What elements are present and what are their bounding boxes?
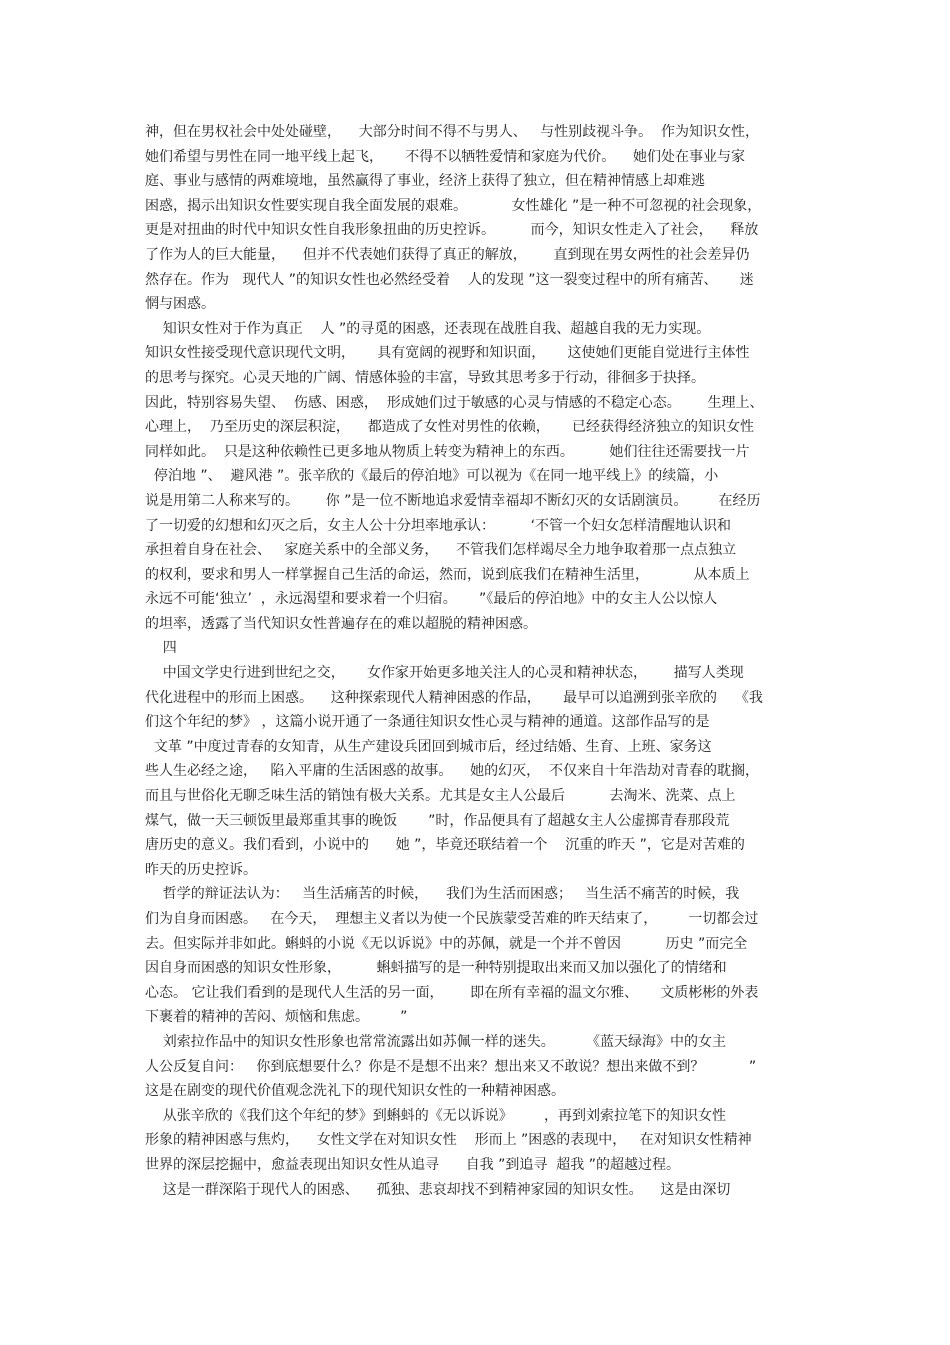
text-line: 从张辛欣的《我们这个年纪的梦》到蝌蚪的《无以诉说》 ，再到刘索拉笔下的知识女性 (145, 1107, 726, 1124)
text-line: 哲学的辩证法认为： 当生活痛苦的时候， 我们为生活而困惑； 当生活不痛苦的时候，我 (145, 886, 740, 903)
text-line: 更是对扭曲的时代中知识女性自我形象扭曲的历史控诉。 而今，知识女性走入了社会， 释放 (145, 222, 759, 239)
text-line: 的权利，要求和男人一样掌握自己生活的命运，然而，说到底我们在精神生活里， 从本质上 (145, 566, 750, 583)
text-line: 去。但实际并非如此。蝌蚪的小说《无以诉说》中的苏佩，就是一个并不曾因 历史 ”而完全 (145, 935, 748, 952)
text-line: 们这个年纪的梦》 ，这篇小说开通了一条通往知识女性心灵与精神的通道。这部作品写的是 (145, 714, 710, 731)
text-line: 因自身而困惑的知识女性形象， 蝌蚪描写的是一种特别提取出来而又加以强化了的情绪和 (145, 960, 727, 977)
text-line: 同样如此。 只是这种依赖性已更多地从物质上转变为精神上的东西。 她们往往还需要找一片 (145, 443, 750, 460)
text-line: 而且与世俗化无聊乏味生活的销蚀有极大关系。尤其是女主人公最后 去淘米、洗菜、点上 (145, 788, 736, 805)
text-line: 了一切爱的幻想和幻灭之后，女主人公十分坦率地承认： ‘不管一个妇女怎样清醒地认识和 (145, 517, 732, 534)
text-line: 中国文学史行进到世纪之交， 女作家开始更多地关注人的心灵和精神状态， 描写人类现 (145, 665, 744, 682)
text-line: 文革 ”中度过青春的女知青，从生产建设兵团回到城市后，经过结婚、生育、上班、家务这 (145, 738, 712, 755)
text-line: 的坦率，透露了当代知识女性普遍存在的难以超脱的精神困惑。 (145, 615, 537, 632)
text-line: 了作为人的巨大能量， 但并不代表她们获得了真正的解放， 直到现在男女两性的社会差异仍 (145, 246, 750, 263)
text-line: 承担着自身在社会、 家庭关系中的全部义务， 不管我们怎样竭尽全力地争取着那一点点独立 (145, 542, 737, 559)
text-line: 下裹着的精神的苦闷、烦恼和焦虑。 ” (145, 1009, 408, 1026)
text-line: 人公反复自问： 你到底想要什么？你是不是想不出来？想出来又不敢说？想出来做不到？ ” (145, 1058, 757, 1075)
text-line: 然存在。作为 现代人 ”的知识女性也必然经受着 人的发现 ”这一裂变过程中的所有痛苦、 迷 (145, 271, 754, 288)
text-line: 庭、事业与感情的两难境地，虽然赢得了事业，经济上获得了独立，但在精神情感上却难逃 (145, 173, 705, 190)
text-line: 刘索拉作品中的知识女性形象也常常流露出如苏佩一样的迷失。 《蓝天绿海》中的女主 (145, 1033, 726, 1050)
body-text (145, 120, 810, 1202)
text-line: 知识女性接受现代意识现代文明， 具有宽阔的视野和知识面， 这使她们更能自觉进行主体性 (145, 345, 750, 362)
text-line: 停泊地 ”、 避风港 ”。张辛欣的《最后的停泊地》可以视为《在同一地平线上》的续篇，小 (145, 468, 719, 485)
text-line: 惘与困惑。 (145, 296, 215, 313)
text-line: 知识女性对于作为真正 人 ”的寻觅的困惑，还表现在战胜自我、超越自我的无力实现。 (145, 320, 711, 337)
section-heading: 四 (145, 640, 177, 657)
text-line: 这是在剧变的现代价值观念洗礼下的现代知识女性的一种精神困惑。 (145, 1083, 565, 1100)
text-line: 昨天的历史控诉。 (145, 861, 257, 878)
text-line: 些人生必经之途， 陷入平庸的生活困惑的故事。 她的幻灭， 不仅来自十年浩劫对青春的耽搁， (145, 763, 760, 780)
text-line: 困惑，揭示出知识女性要实现自我全面发展的艰难。 女性雄化 ”是一种不可忽视的社会现象， (145, 197, 762, 214)
text-line: 唐历史的意义。我们看到，小说中的 她 ”，毕竟还联结着一个 沉重的昨天 ”，它是对苦难的 (145, 837, 745, 854)
text-line: 世界的深层挖掘中，愈益表现出知识女性从追寻 自我 ”到追寻 超我 ”的超越过程。 (145, 1156, 681, 1173)
text-line: 煤气，做一天三顿饭里最郑重其事的晚饭 ”时，作品便具有了超越女主人公虚掷青春那段荒 (145, 812, 730, 829)
text-line: 神，但在男权社会中处处碰壁， 大部分时间不得不与男人、 与性别歧视斗争。 作为知识女性， (145, 124, 760, 140)
text-line: 她们希望与男性在同一地平线上起飞， 不得不以牺牲爱情和家庭为代价。 她们处在事业与家 (145, 148, 746, 165)
text-line: 形象的精神困惑与焦灼， 女性文学在对知识女性 形而上 ”困惑的表现中， 在对知识女性精神 (145, 1132, 752, 1149)
text-line: 的思考与探究。心灵天地的广阔、情感体验的丰富，导致其思考多于行动，徘徊多于抉择。 (145, 369, 705, 386)
text-line: 心态。 它让我们看到的是现代人生活的另一面， 即在所有幸福的温文尔雅、 文质彬彬的外表 (145, 984, 759, 1001)
text-line: 因此，特别容易失望、 伤感、困惑， 形成她们过于敏感的心灵与情感的不稳定心态。 生理上、 (145, 394, 764, 411)
text-line: 这是一群深陷于现代人的困惑、 孤独、悲哀却找不到精神家园的知识女性。 这是由深切 (145, 1181, 731, 1198)
text-line: 永远不可能‘独立’ ，永远渴望和要求着一个归宿。 ”《最后的停泊地》中的女主人公以惊人 (145, 591, 718, 608)
text-line: 说是用第二人称来写的。 你 ”是一位不断地追求爱情幸福却不断幻灭的女话剧演员。 在经历 (145, 492, 761, 509)
text-line: 心理上， 乃至历史的深层积淀， 都造成了女性对男性的依赖， 已经获得经济独立的知识女性 (145, 419, 754, 436)
text-line: 们为自身而困惑。 在今天， 理想主义者以为使一个民族蒙受苦难的昨天结束了， 一切都会过 (145, 911, 759, 927)
text-line: 代化进程中的形而上困惑。 这种探索现代人精神困惑的作品， 最早可以追溯到张辛欣的 《我 (145, 689, 763, 706)
